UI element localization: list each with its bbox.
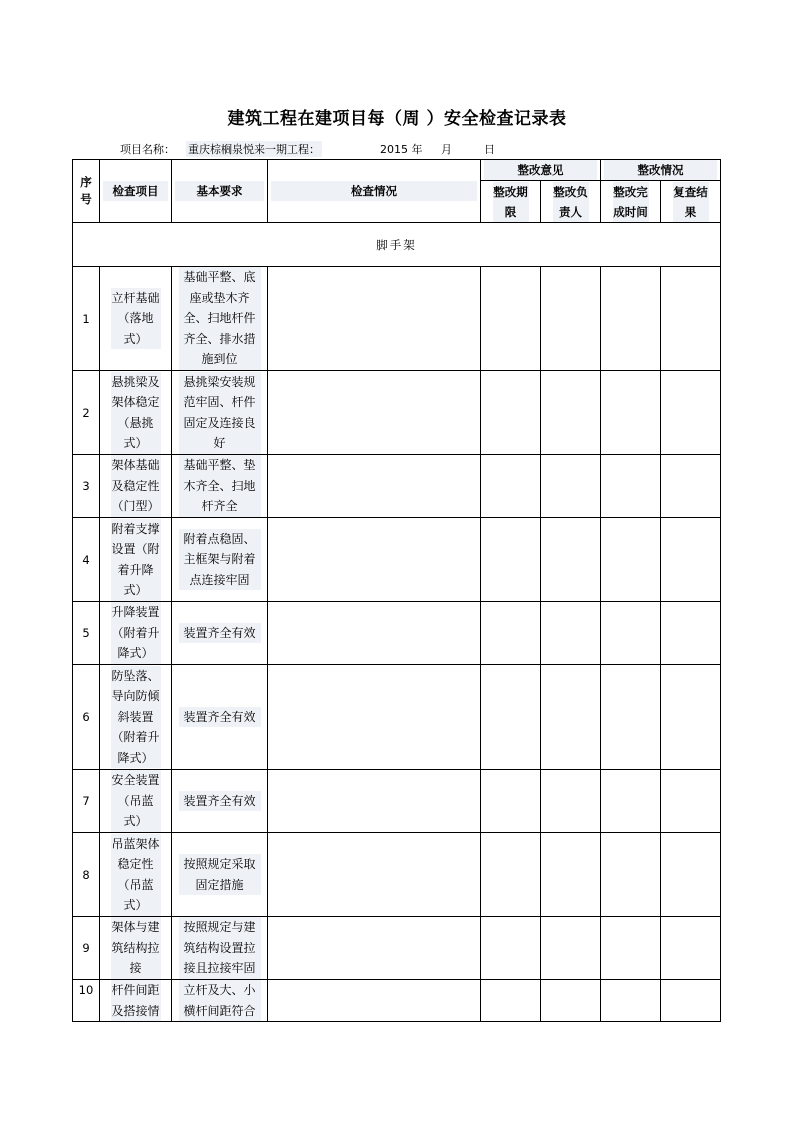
basic-requirement: 装置齐全有效 <box>172 665 268 770</box>
header-recheck: 复查结果 <box>661 181 721 223</box>
table-row <box>73 770 721 833</box>
row-number: 6 <box>73 665 100 770</box>
owner-cell <box>541 833 601 917</box>
row-number: 9 <box>73 917 100 980</box>
deadline-cell <box>481 371 541 455</box>
row-number: 2 <box>73 371 100 455</box>
header-requirement: 基本要求 <box>172 160 268 223</box>
check-item: 杆件间距及搭接情 <box>100 980 172 1022</box>
header-owner: 整改负责人 <box>541 181 601 223</box>
table-row <box>73 371 721 455</box>
header-rectify-status: 整改情况 <box>601 160 721 181</box>
deadline-cell <box>481 665 541 770</box>
owner-cell <box>541 267 601 371</box>
situation-cell <box>268 371 481 455</box>
complete-time-cell <box>601 267 661 371</box>
check-item: 架体基础及稳定性（门型） <box>100 455 172 518</box>
row-number: 4 <box>73 518 100 602</box>
table-row <box>73 833 721 917</box>
table-row <box>73 267 721 371</box>
owner-cell <box>541 665 601 770</box>
row-number: 1 <box>73 267 100 371</box>
table-row <box>73 917 721 980</box>
project-name: 重庆棕榈泉悦来一期工程： <box>188 143 320 156</box>
inspection-table <box>72 159 721 1022</box>
situation-cell <box>268 455 481 518</box>
basic-requirement: 装置齐全有效 <box>172 770 268 833</box>
basic-requirement: 附着点稳固、主框架与附着点连接牢固 <box>172 518 268 602</box>
situation-cell <box>268 980 481 1022</box>
row-number: 7 <box>73 770 100 833</box>
deadline-cell <box>481 455 541 518</box>
recheck-cell <box>661 665 721 770</box>
recheck-cell <box>661 455 721 518</box>
deadline-cell <box>481 917 541 980</box>
complete-time-cell <box>601 518 661 602</box>
check-item: 升降装置（附着升降式） <box>100 602 172 665</box>
deadline-cell <box>481 980 541 1022</box>
owner-cell <box>541 602 601 665</box>
complete-time-cell <box>601 770 661 833</box>
basic-requirement: 立杆及大、小横杆间距符合 <box>172 980 268 1022</box>
complete-time-cell <box>601 917 661 980</box>
date-year: 2015 年 <box>380 143 423 156</box>
header-complete-time: 整改完成时间 <box>601 181 661 223</box>
owner-cell <box>541 518 601 602</box>
deadline-cell <box>481 518 541 602</box>
owner-cell <box>541 371 601 455</box>
project-label: 项目名称： <box>120 143 175 156</box>
basic-requirement: 悬挑梁安装规范牢固、杆件固定及连接良好 <box>172 371 268 455</box>
header-no: 序号 <box>73 160 100 223</box>
deadline-cell <box>481 602 541 665</box>
complete-time-cell <box>601 980 661 1022</box>
situation-cell <box>268 602 481 665</box>
situation-cell <box>268 665 481 770</box>
header-item: 检查项目 <box>100 160 172 223</box>
basic-requirement: 基础平整、底座或垫木齐全、扫地杆件齐全、排水措施到位 <box>172 267 268 371</box>
recheck-cell <box>661 917 721 980</box>
table-row <box>73 665 721 770</box>
table-row <box>73 980 721 1022</box>
recheck-cell <box>661 770 721 833</box>
deadline-cell <box>481 267 541 371</box>
owner-cell <box>541 770 601 833</box>
table-row <box>73 518 721 602</box>
owner-cell <box>541 917 601 980</box>
check-item: 架体与建筑结构拉接 <box>100 917 172 980</box>
complete-time-cell <box>601 665 661 770</box>
recheck-cell <box>661 980 721 1022</box>
recheck-cell <box>661 518 721 602</box>
situation-cell <box>268 267 481 371</box>
header-deadline: 整改期限 <box>481 181 541 223</box>
row-number: 5 <box>73 602 100 665</box>
header-situation: 检查情况 <box>268 160 481 223</box>
recheck-cell <box>661 602 721 665</box>
deadline-cell <box>481 770 541 833</box>
check-item: 吊蓝架体稳定性（吊蓝式） <box>100 833 172 917</box>
basic-requirement: 按照规定与建筑结构设置拉接且拉接牢固 <box>172 917 268 980</box>
basic-requirement: 按照规定采取固定措施 <box>172 833 268 917</box>
situation-cell <box>268 770 481 833</box>
complete-time-cell <box>601 602 661 665</box>
recheck-cell <box>661 267 721 371</box>
check-item: 安全装置（吊蓝式） <box>100 770 172 833</box>
situation-cell <box>268 833 481 917</box>
section-row <box>73 223 721 267</box>
check-item: 防坠落、导向防倾斜装置（附着升降式） <box>100 665 172 770</box>
section-title: 脚手架 <box>73 223 721 267</box>
check-item: 附着支撑设置（附着升降式） <box>100 518 172 602</box>
owner-cell <box>541 455 601 518</box>
check-item: 立杆基础（落地式） <box>100 267 172 371</box>
check-item: 悬挑梁及架体稳定（悬挑式） <box>100 371 172 455</box>
recheck-cell <box>661 833 721 917</box>
table-row <box>73 602 721 665</box>
row-number: 8 <box>73 833 100 917</box>
basic-requirement: 装置齐全有效 <box>172 602 268 665</box>
deadline-cell <box>481 833 541 917</box>
page-title: 建筑工程在建项目每（周 ）安全检查记录表 <box>227 109 567 129</box>
header-row-1 <box>73 160 721 181</box>
situation-cell <box>268 518 481 602</box>
date-day: 日 <box>484 143 495 156</box>
table-row <box>73 455 721 518</box>
date-month: 月 <box>441 143 452 156</box>
complete-time-cell <box>601 371 661 455</box>
recheck-cell <box>661 371 721 455</box>
owner-cell <box>541 980 601 1022</box>
row-number: 3 <box>73 455 100 518</box>
complete-time-cell <box>601 455 661 518</box>
table-body <box>73 160 721 1022</box>
basic-requirement: 基础平整、垫木齐全、扫地杆齐全 <box>172 455 268 518</box>
header-rectify-opinion: 整改意见 <box>481 160 601 181</box>
complete-time-cell <box>601 833 661 917</box>
situation-cell <box>268 917 481 980</box>
row-number: 10 <box>73 980 100 1022</box>
